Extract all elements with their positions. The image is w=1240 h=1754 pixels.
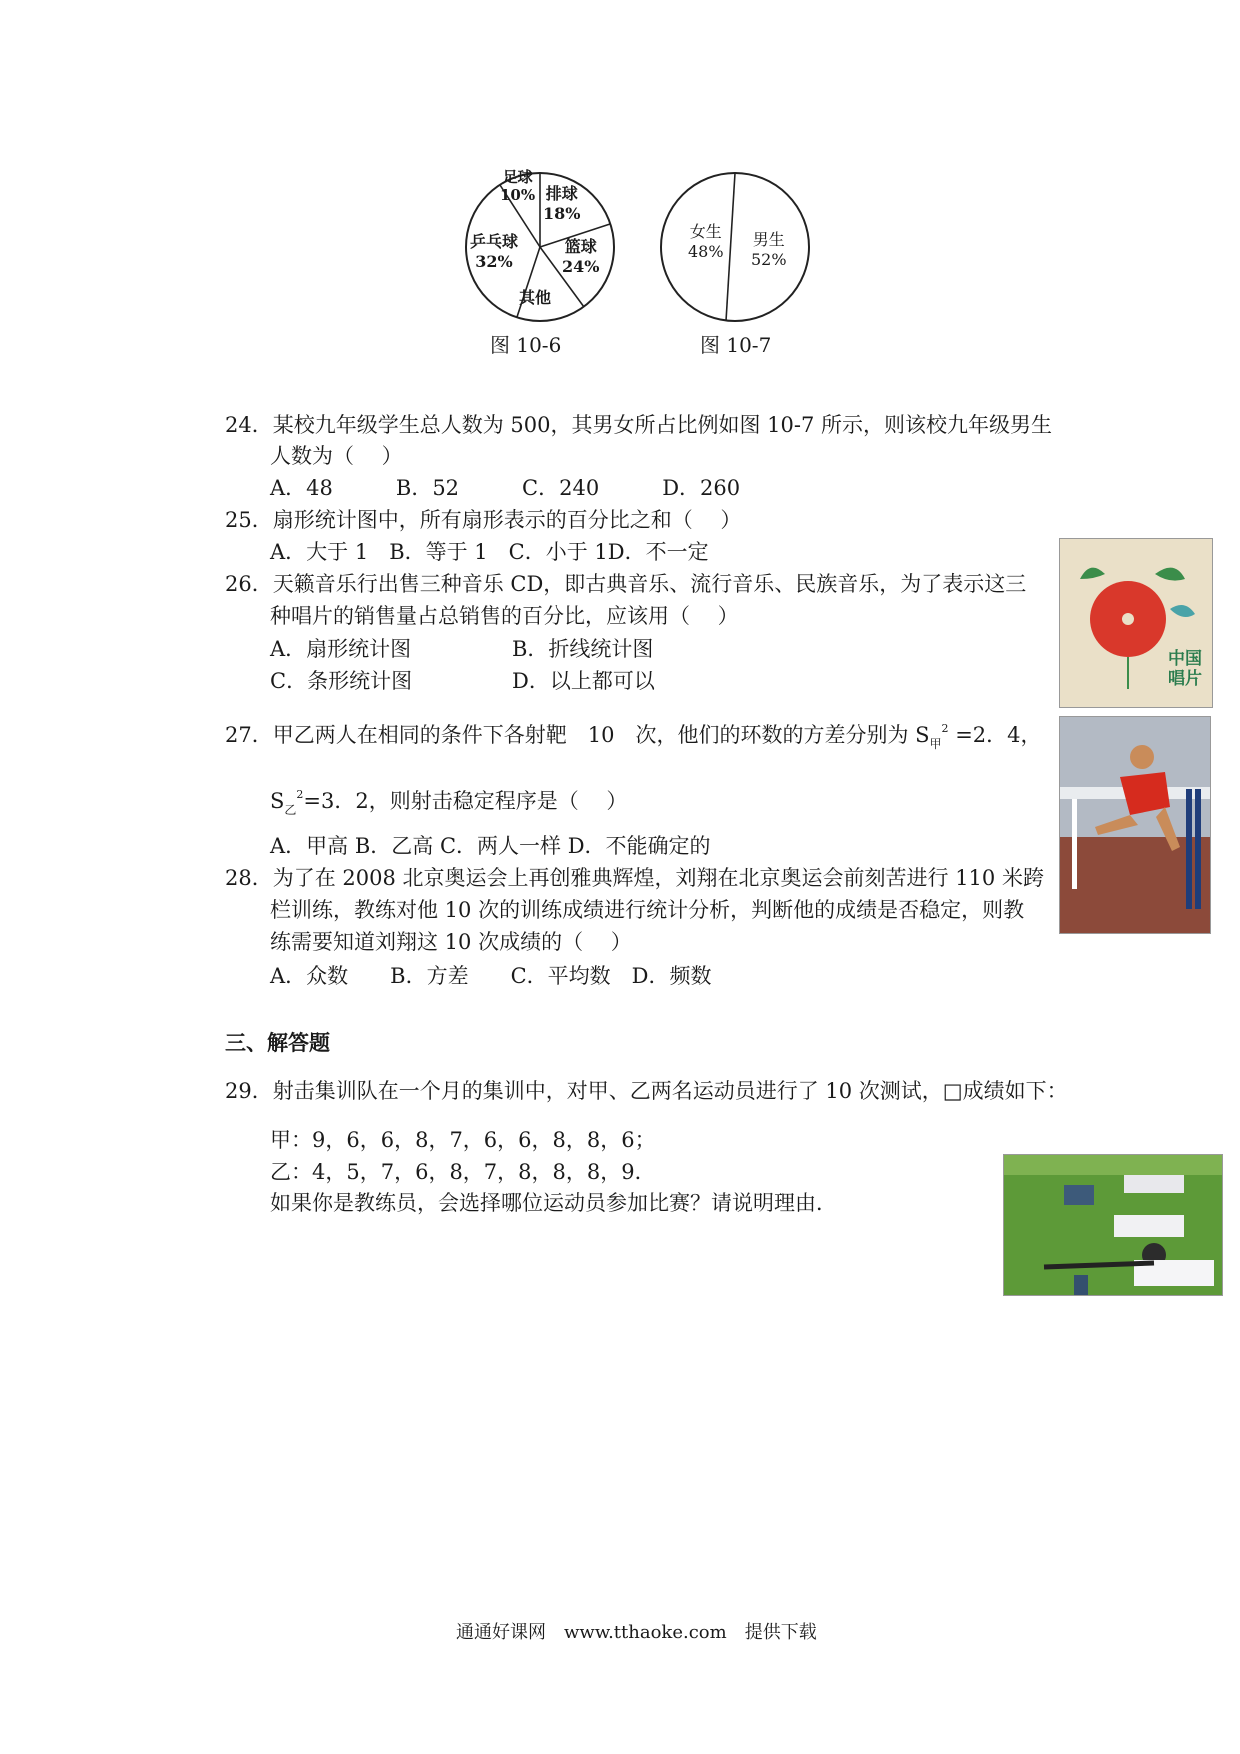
q27-sub-yi: 乙 (284, 803, 297, 817)
q25-line1: 25．扇形统计图中，所有扇形表示的百分比之和（ ） (225, 508, 742, 532)
fig106-label-football: 足球 10% (500, 168, 536, 204)
q26-option-b: B．折线统计图 (512, 637, 654, 661)
q25-options: A．大于 1 B．等于 1 C．小于 1D．不一定 (270, 540, 709, 564)
hurdler-figure-icon (1060, 717, 1210, 933)
q24-line1: 24．某校九年级学生总人数为 500，其男女所占比例如图 10-7 所示，则该校九年级男生 (225, 413, 1053, 437)
shooters-figure-icon (1004, 1155, 1222, 1295)
q26-option-c: C．条形统计图 (270, 669, 413, 693)
q28-options: A．众数 B．方差 C．平均数 D．频数 (270, 964, 712, 988)
q24-line2: 人数为（ ） (270, 444, 403, 468)
q28-line1: 28．为了在 2008 北京奥运会上再创雅典辉煌，刘翔在北京奥运会前刻苦进行 110 米跨 (225, 866, 1044, 890)
q27-line1 (225, 715, 1042, 758)
q26-option-d: D．以上都可以 (512, 669, 655, 693)
q27-line1-pre: 27．甲乙两人在相同的条件下各射靶 10 次，他们的环数的方差分别为 S (225, 723, 930, 747)
q29-jia-scores: 甲：9，6，6，8，7，6，6，8，8，6； (270, 1128, 656, 1152)
q28-line2: 栏训练，教练对他 10 次的训练成绩进行统计分析，判断他的成绩是否稳定，则教 (270, 898, 1025, 922)
q29-yi-scores: 乙：4，5，7，6，8，7，8，8，8，9． (270, 1160, 656, 1184)
fig106-label-pingpong: 乒乓球 32% (470, 232, 519, 271)
fig106-label-other: 其他 (519, 288, 552, 307)
q26-option-a: A．扇形统计图 (270, 637, 412, 661)
q26-line2: 种唱片的销售量占总销售的百分比，应该用（ ） (270, 604, 739, 628)
section-title: 三、解答题 (225, 1030, 330, 1055)
q29-line1: 29．射击集训队在一个月的集训中，对甲、乙两名运动员进行了 10 次测试，□成绩如下： (225, 1079, 1068, 1103)
cd-cover-text: 中国 唱片 (1168, 649, 1202, 689)
q29-question: 如果你是教练员，会选择哪位运动员参加比赛？请说明理由． (270, 1191, 837, 1215)
fig107-label-male: 男生 52% (751, 230, 787, 269)
shooters-photo (1003, 1154, 1223, 1296)
q27-line2-pre: S (270, 789, 285, 813)
hurdler-photo (1059, 716, 1211, 934)
cd-cover-image (1059, 538, 1213, 708)
q27-line2-post: =3．2，则射击稳定程序是（ ） (303, 789, 628, 813)
q27-options: A．甲高 B．乙高 C．两人一样 D．不能确定的 (270, 834, 711, 858)
q27-line1-post: =2．4， (948, 723, 1042, 747)
q27-line2 (270, 781, 627, 824)
fig106-label-volleyball: 排球 18% (543, 184, 581, 223)
q27-sub-jia: 甲 (929, 737, 942, 751)
q27-sup-1: 2 (941, 722, 949, 735)
pie-chart-fig-10-7 (655, 167, 815, 327)
q28-line3: 练需要知道刘翔这 10 次成绩的（ ） (270, 930, 632, 954)
fig106-caption: 图 10-6 (490, 333, 562, 357)
q26-line1: 26．天籁音乐行出售三种音乐 CD，即古典音乐、流行音乐、民族音乐，为了表示这三 (225, 572, 1027, 596)
fig107-caption: 图 10-7 (700, 333, 772, 357)
q27-sup-2: 2 (296, 788, 304, 801)
fig106-label-basketball: 篮球 24% (562, 237, 600, 276)
fig107-label-female: 女生 48% (688, 222, 724, 261)
q24-options: A．48 B．52 C．240 D．260 (270, 476, 741, 500)
page-footer: 通通好课网 www.tthaoke.com 提供下载 (456, 1622, 817, 1643)
